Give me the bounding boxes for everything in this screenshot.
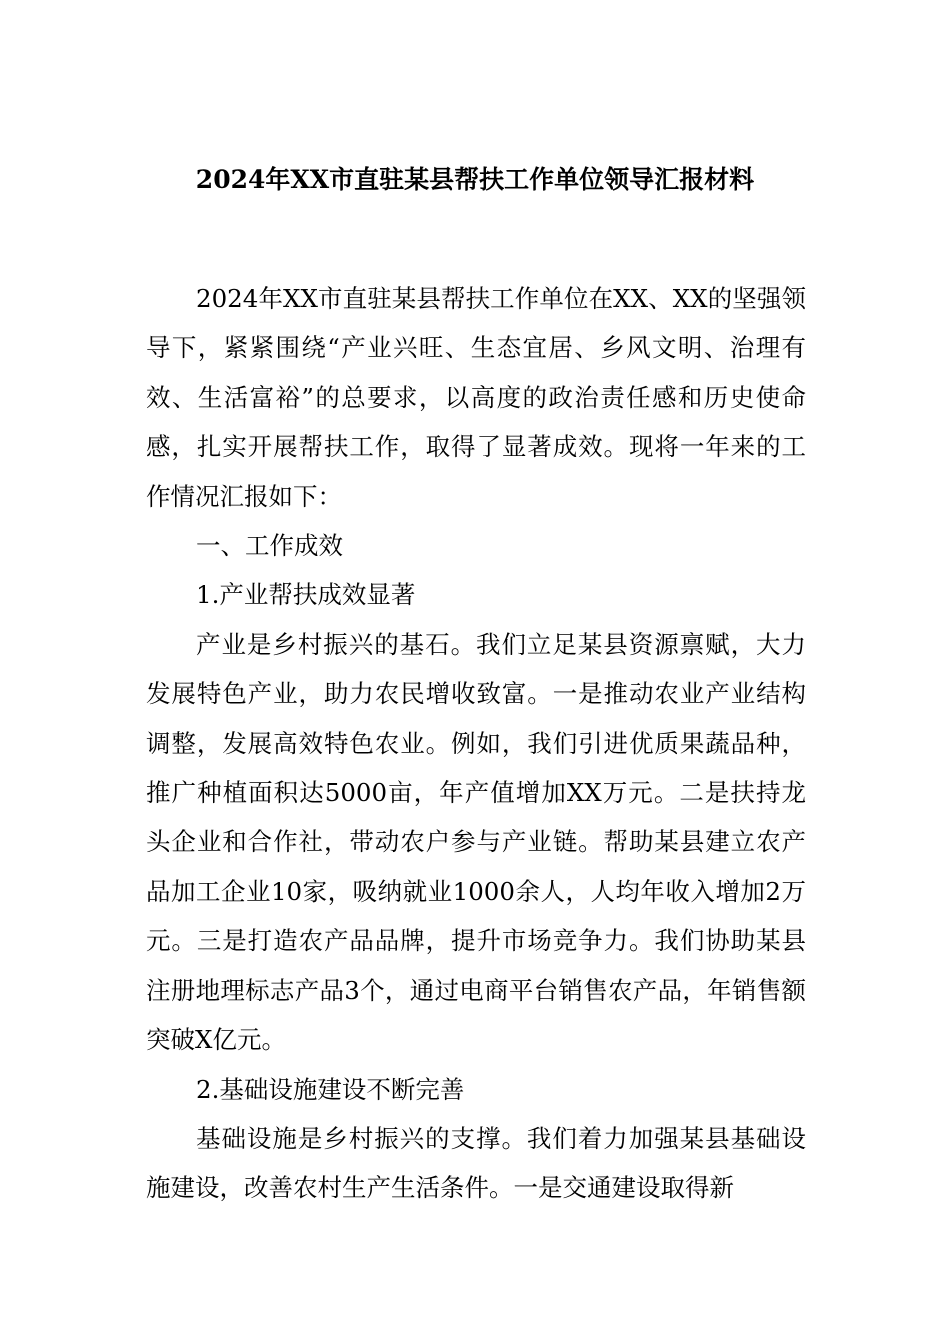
intro-paragraph: 2024年XX市直驻某县帮扶工作单位在XX、XX的坚强领导下，紧紧围绕“产业兴旺、生态宜居、乡风文明、治理有效、生活富裕”的总要求，以高度的政治责任感和历史使命感，扎实开展帮扶工作，取得了显著成效。现将一年来的工作情况汇报如下：	[146, 284, 807, 511]
section-heading-achievements: 一、工作成效	[196, 531, 343, 561]
document-title: 2024年XX市直驻某县帮扶工作单位领导汇报材料	[195, 165, 755, 194]
subheading-infrastructure: 2.基础设施建设不断完善	[196, 1074, 465, 1104]
industry-paragraph: 产业是乡村振兴的基石。我们立足某县资源禀赋，大力发展特色产业，助力农民增收致富。一是推动农业产业结构调整，发展高效特色农业。例如，我们引进优质果蔬品种，推广种植面积达5000亩，年产值增加XX万元。二是扶持龙头企业和合作社，带动农户参与产业链。帮助某县建立农产品加工企业10家，吸纳就业1000余人，人均年收入增加2万元。三是打造农产品品牌，提升市场竞争力。我们协助某县注册地理标志产品3个，通过电商平台销售农产品，年销售额突破X亿元。	[146, 629, 806, 1055]
infrastructure-paragraph: 基础设施是乡村振兴的支撑。我们着力加强某县基础设施建设，改善农村生产生活条件。一是交通建设取得新	[146, 1123, 806, 1203]
document-body	[146, 274, 806, 1213]
subheading-industry: 1.产业帮扶成效显著	[196, 580, 416, 610]
